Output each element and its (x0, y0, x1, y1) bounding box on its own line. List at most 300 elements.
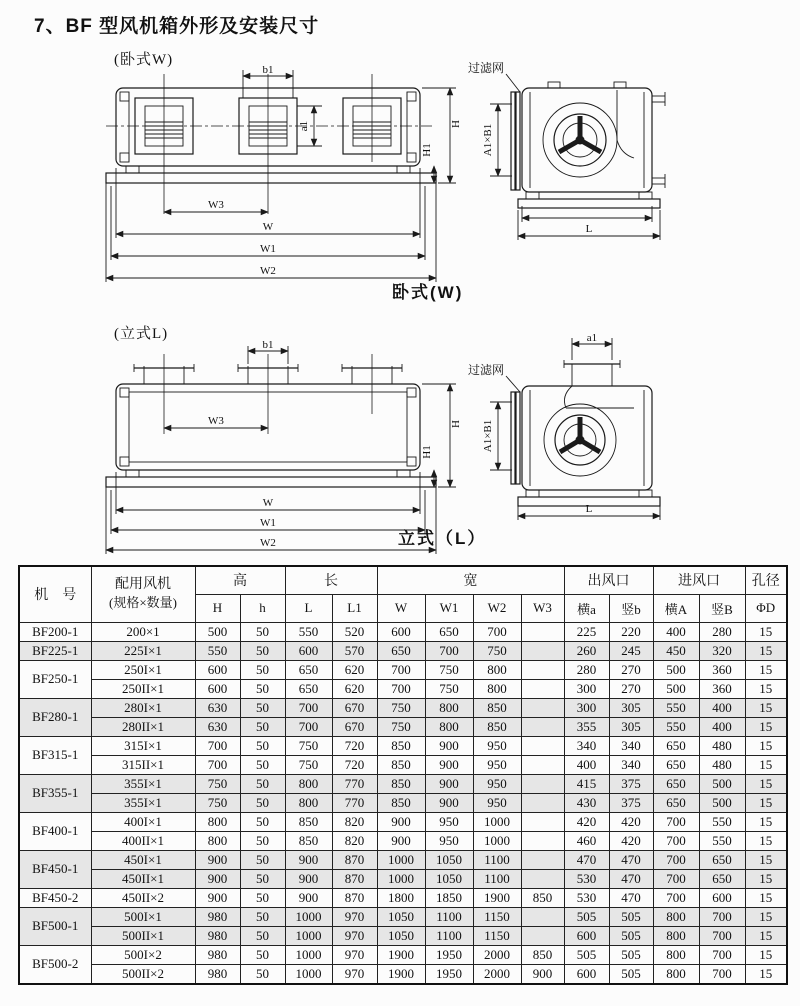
model-cell: BF355-1 (19, 774, 91, 812)
spec-cell: 650 (653, 774, 699, 793)
vertical-front-view-drawing (100, 338, 465, 563)
spec-cell: 950 (473, 793, 521, 812)
spec-table (18, 565, 788, 985)
spec-cell (521, 641, 564, 660)
spec-cell: 750 (285, 736, 332, 755)
spec-cell: 850 (377, 793, 425, 812)
spec-cell: 400 (653, 622, 699, 641)
spec-cell: 700 (699, 907, 745, 926)
spec-cell: 800 (653, 907, 699, 926)
spec-cell (521, 793, 564, 812)
col-header-inlet-A: 横A (653, 594, 699, 622)
spec-cell: 650 (377, 641, 425, 660)
spec-cell: 15 (745, 622, 787, 641)
spec-cell: 700 (653, 850, 699, 869)
center-lines (106, 74, 432, 214)
spec-cell: 480 (699, 755, 745, 774)
spec-cell: 355I×1 (91, 774, 195, 793)
spec-cell: 700 (285, 698, 332, 717)
model-cell: BF250-1 (19, 660, 91, 698)
filter-panel (511, 92, 520, 190)
spec-cell: 600 (377, 622, 425, 641)
spec-cell: 50 (240, 945, 285, 964)
spec-cell: 15 (745, 964, 787, 984)
spec-cell: 50 (240, 717, 285, 736)
dim-W: W (262, 221, 274, 233)
spec-cell: 500II×2 (91, 964, 195, 984)
spec-cell: 750 (285, 755, 332, 774)
table-row (19, 888, 787, 907)
table-row (19, 945, 787, 964)
spec-cell: 400 (699, 698, 745, 717)
spec-cell: 300 (564, 698, 609, 717)
dimension-lines (482, 104, 660, 240)
model-cell: BF315-1 (19, 736, 91, 774)
spec-cell: 850 (377, 736, 425, 755)
spec-cell: 360 (699, 660, 745, 679)
spec-cell: 1000 (285, 907, 332, 926)
spec-cell: 820 (332, 812, 377, 831)
spec-cell: 900 (521, 964, 564, 984)
spec-cell: 50 (240, 831, 285, 850)
spec-cell: 50 (240, 622, 285, 641)
table-row (19, 622, 787, 641)
spec-cell: 1150 (473, 907, 521, 926)
col-header-outlet-a: 横a (564, 594, 609, 622)
dim-L: L (585, 503, 593, 515)
spec-cell: 900 (285, 869, 332, 888)
spec-cell: 650 (699, 869, 745, 888)
page-title: 7、BF 型风机箱外形及安装尺寸 (34, 16, 320, 37)
col-header-inlet: 进风口 (653, 566, 745, 594)
table-row (19, 869, 787, 888)
spec-cell: 480 (699, 736, 745, 755)
col-header-h: h (240, 594, 285, 622)
spec-cell: 970 (332, 907, 377, 926)
spec-cell: 800 (653, 964, 699, 984)
spec-cell: 600 (564, 964, 609, 984)
spec-cell: 550 (195, 641, 240, 660)
spec-cell (521, 850, 564, 869)
spec-cell: 280 (699, 622, 745, 641)
spec-cell: 50 (240, 793, 285, 812)
dim-a1: a1 (298, 120, 310, 132)
spec-cell: 800 (285, 793, 332, 812)
spec-cell: 505 (609, 964, 653, 984)
spec-cell: 470 (609, 888, 653, 907)
spec-cell: 650 (285, 660, 332, 679)
spec-cell: 50 (240, 869, 285, 888)
dim-W1: W1 (260, 517, 276, 529)
spec-cell (521, 831, 564, 850)
spec-cell: 220 (609, 622, 653, 641)
spec-cell: 225I×1 (91, 641, 195, 660)
spec-cell (521, 907, 564, 926)
model-cell: BF225-1 (19, 641, 91, 660)
spec-cell: 1900 (473, 888, 521, 907)
spec-cell: 620 (332, 679, 377, 698)
spec-cell: 700 (377, 679, 425, 698)
spec-cell: 470 (609, 869, 653, 888)
table-row (19, 850, 787, 869)
spec-cell: 15 (745, 888, 787, 907)
col-header-length: 长 (285, 566, 377, 594)
spec-cell: 1000 (285, 945, 332, 964)
spec-cell: 15 (745, 869, 787, 888)
spec-cell: 355 (564, 717, 609, 736)
col-header-outlet: 出风口 (564, 566, 653, 594)
table-row (19, 812, 787, 831)
spec-cell: 1950 (425, 945, 473, 964)
spec-cell: 260 (564, 641, 609, 660)
model-cell: BF450-2 (19, 888, 91, 907)
spec-cell: 950 (425, 831, 473, 850)
spec-cell: 700 (653, 869, 699, 888)
spec-cell: 500 (653, 679, 699, 698)
dimension-a1 (572, 332, 612, 360)
spec-cell: 250I×1 (91, 660, 195, 679)
spec-cell: 270 (609, 679, 653, 698)
dim-a1: a1 (586, 332, 598, 344)
spec-cell: 870 (332, 869, 377, 888)
spec-cell: 770 (332, 793, 377, 812)
spec-cell: 750 (425, 679, 473, 698)
spec-cell: 1100 (425, 926, 473, 945)
spec-cell: 750 (473, 641, 521, 660)
spec-cell: 900 (425, 736, 473, 755)
spec-cell: 505 (609, 907, 653, 926)
dim-W2: W2 (260, 265, 276, 277)
spec-cell: 50 (240, 926, 285, 945)
spec-cell: 700 (699, 964, 745, 984)
spec-cell: 800 (653, 945, 699, 964)
spec-cell: 850 (521, 945, 564, 964)
spec-cell: 800 (425, 698, 473, 717)
spec-cell: 800 (653, 926, 699, 945)
spec-cell: 670 (332, 698, 377, 717)
spec-cell: 550 (699, 831, 745, 850)
spec-cell: 15 (745, 660, 787, 679)
center-lines (164, 354, 372, 434)
spec-cell: 800 (473, 660, 521, 679)
spec-cell: 15 (745, 831, 787, 850)
spec-cell: 700 (425, 641, 473, 660)
spec-cell: 980 (195, 945, 240, 964)
spec-cell: 670 (332, 717, 377, 736)
spec-cell: 500II×1 (91, 926, 195, 945)
table-row (19, 755, 787, 774)
spec-cell: 250II×1 (91, 679, 195, 698)
dimension-lines (106, 339, 462, 554)
filter-label: 过滤网 (468, 363, 505, 377)
spec-cell: 375 (609, 774, 653, 793)
spec-cell: 700 (195, 736, 240, 755)
spec-cell: 900 (285, 888, 332, 907)
spec-cell: 15 (745, 812, 787, 831)
dim-b1: b1 (262, 64, 274, 76)
dim-inlet: A1×B1 (482, 123, 494, 157)
spec-cell: 1100 (425, 907, 473, 926)
col-header-L1: L1 (332, 594, 377, 622)
dim-W3: W3 (208, 415, 224, 427)
spec-cell: 630 (195, 698, 240, 717)
top-port (564, 360, 620, 386)
spec-cell: 400 (564, 755, 609, 774)
spec-cell: 900 (425, 774, 473, 793)
spec-cell: 1050 (377, 907, 425, 926)
spec-cell (521, 755, 564, 774)
spec-cell: 1800 (377, 888, 425, 907)
table-row (19, 793, 787, 812)
model-cell: BF500-2 (19, 945, 91, 984)
spec-cell: 750 (425, 660, 473, 679)
spec-cell: 520 (332, 622, 377, 641)
spec-cell: 850 (521, 888, 564, 907)
spec-cell: 530 (564, 888, 609, 907)
spec-cell: 1000 (473, 812, 521, 831)
spec-cell: 950 (473, 774, 521, 793)
spec-cell: 50 (240, 641, 285, 660)
table-row (19, 698, 787, 717)
spec-cell: 850 (473, 717, 521, 736)
col-header-phiD: ΦD (745, 594, 787, 622)
spec-cell: 15 (745, 755, 787, 774)
spec-cell: 1100 (473, 850, 521, 869)
spec-cell: 270 (609, 660, 653, 679)
spec-cell: 200×1 (91, 622, 195, 641)
spec-cell (521, 622, 564, 641)
spec-cell: 50 (240, 964, 285, 984)
col-header-hole: 孔径 (745, 566, 787, 594)
spec-cell: 420 (564, 812, 609, 831)
spec-cell: 1050 (425, 869, 473, 888)
model-cell: BF200-1 (19, 622, 91, 641)
spec-cell: 850 (473, 698, 521, 717)
spec-cell: 900 (425, 755, 473, 774)
col-header-fan-line2: (规格×数量) (109, 595, 177, 611)
spec-cell: 720 (332, 736, 377, 755)
spec-cell: 970 (332, 945, 377, 964)
spec-cell: 355I×1 (91, 793, 195, 812)
spec-cell: 600 (699, 888, 745, 907)
col-header-W3: W3 (521, 594, 564, 622)
model-cell: BF280-1 (19, 698, 91, 736)
spec-cell: 460 (564, 831, 609, 850)
spec-cell: 570 (332, 641, 377, 660)
spec-cell: 600 (564, 926, 609, 945)
spec-cell: 900 (285, 850, 332, 869)
spec-cell: 1000 (285, 964, 332, 984)
spec-cell: 900 (377, 812, 425, 831)
spec-cell: 305 (609, 698, 653, 717)
spec-cell (521, 926, 564, 945)
spec-cell: 15 (745, 641, 787, 660)
model-cell: BF400-1 (19, 812, 91, 850)
spec-cell: 340 (564, 736, 609, 755)
dim-W: W (262, 497, 274, 509)
spec-cell: 505 (609, 926, 653, 945)
spec-cell: 1150 (473, 926, 521, 945)
spec-cell: 340 (609, 755, 653, 774)
spec-cell: 50 (240, 660, 285, 679)
spec-cell: 50 (240, 679, 285, 698)
spec-cell: 850 (377, 774, 425, 793)
spec-cell: 505 (564, 907, 609, 926)
spec-table-body (19, 622, 787, 984)
spec-cell: 900 (377, 831, 425, 850)
spec-cell: 800 (195, 831, 240, 850)
spec-cell: 1950 (425, 964, 473, 984)
spec-cell: 700 (195, 755, 240, 774)
spec-cell: 505 (564, 945, 609, 964)
dim-H: H (450, 120, 462, 128)
spec-cell: 50 (240, 888, 285, 907)
table-row (19, 736, 787, 755)
spec-cell: 50 (240, 907, 285, 926)
spec-cell: 320 (699, 641, 745, 660)
dim-H1: H1 (421, 445, 433, 459)
spec-cell: 450I×1 (91, 850, 195, 869)
dim-H: H (450, 420, 462, 428)
spec-cell: 750 (377, 717, 425, 736)
spec-cell: 700 (377, 660, 425, 679)
spec-cell: 1000 (377, 869, 425, 888)
spec-cell: 15 (745, 907, 787, 926)
spec-cell: 700 (699, 926, 745, 945)
spec-cell: 50 (240, 755, 285, 774)
fan-impeller (543, 90, 634, 177)
spec-cell: 900 (195, 850, 240, 869)
spec-cell: 980 (195, 964, 240, 984)
dim-W3: W3 (208, 199, 224, 211)
col-header-fan-line1: 配用风机 (115, 577, 171, 593)
spec-cell: 50 (240, 698, 285, 717)
dimension-lines (482, 402, 660, 520)
spec-cell: 450 (653, 641, 699, 660)
cabinet-outline (106, 384, 436, 487)
spec-cell: 800 (195, 812, 240, 831)
dim-W1: W1 (260, 243, 276, 255)
spec-cell: 400I×1 (91, 812, 195, 831)
spec-cell: 870 (332, 850, 377, 869)
spec-cell: 400II×1 (91, 831, 195, 850)
col-header-L: L (285, 594, 332, 622)
spec-cell: 500 (653, 660, 699, 679)
spec-cell: 600 (195, 679, 240, 698)
col-header-width: 宽 (377, 566, 564, 594)
spec-cell: 15 (745, 774, 787, 793)
col-header-W: W (377, 594, 425, 622)
spec-cell: 950 (473, 755, 521, 774)
spec-cell: 2000 (473, 964, 521, 984)
spec-cell: 800 (285, 774, 332, 793)
spec-cell: 650 (653, 736, 699, 755)
spec-cell (521, 774, 564, 793)
filter-panel (511, 392, 520, 484)
table-row (19, 660, 787, 679)
spec-cell: 2000 (473, 945, 521, 964)
spec-cell: 225 (564, 622, 609, 641)
spec-cell: 340 (609, 736, 653, 755)
col-header-W2: W2 (473, 594, 521, 622)
col-header-outlet-b: 竖b (609, 594, 653, 622)
spec-cell: 750 (195, 793, 240, 812)
spec-cell: 15 (745, 736, 787, 755)
spec-cell: 420 (609, 812, 653, 831)
horizontal-side-view-drawing (462, 56, 702, 246)
spec-cell: 950 (473, 736, 521, 755)
spec-cell: 280I×1 (91, 698, 195, 717)
model-cell: BF500-1 (19, 907, 91, 945)
spec-cell: 500 (699, 774, 745, 793)
spec-cell: 550 (699, 812, 745, 831)
spec-cell (521, 736, 564, 755)
spec-cell: 980 (195, 907, 240, 926)
spec-cell: 15 (745, 698, 787, 717)
table-row (19, 679, 787, 698)
spec-cell: 550 (653, 717, 699, 736)
spec-cell: 450II×1 (91, 869, 195, 888)
spec-cell: 400 (699, 717, 745, 736)
spec-cell (521, 660, 564, 679)
col-header-H: H (195, 594, 240, 622)
table-row (19, 964, 787, 984)
spec-cell: 50 (240, 812, 285, 831)
spec-cell: 650 (285, 679, 332, 698)
spec-cell: 630 (195, 717, 240, 736)
spec-cell: 1000 (377, 850, 425, 869)
spec-cell: 750 (195, 774, 240, 793)
spec-cell: 650 (699, 850, 745, 869)
spec-cell: 700 (653, 831, 699, 850)
spec-cell (521, 869, 564, 888)
spec-cell: 600 (285, 641, 332, 660)
table-row (19, 774, 787, 793)
dim-W2: W2 (260, 537, 276, 549)
spec-cell: 15 (745, 679, 787, 698)
spec-cell: 450II×2 (91, 888, 195, 907)
spec-cell: 850 (285, 831, 332, 850)
horizontal-caption: 卧式(W) (392, 283, 464, 302)
spec-cell: 280II×1 (91, 717, 195, 736)
spec-cell: 870 (332, 888, 377, 907)
spec-cell: 1050 (377, 926, 425, 945)
spec-cell: 15 (745, 850, 787, 869)
spec-cell: 1900 (377, 964, 425, 984)
spec-cell: 430 (564, 793, 609, 812)
spec-cell: 720 (332, 755, 377, 774)
horizontal-type-label: (卧式W) (114, 52, 174, 68)
spec-cell: 950 (425, 812, 473, 831)
spec-cell: 500I×1 (91, 907, 195, 926)
spec-cell: 700 (699, 945, 745, 964)
spec-cell: 650 (653, 755, 699, 774)
spec-cell: 500I×2 (91, 945, 195, 964)
vertical-type-label: (立式L) (114, 326, 169, 342)
spec-cell: 505 (609, 945, 653, 964)
spec-cell: 1900 (377, 945, 425, 964)
cabinet-outline (106, 88, 436, 183)
spec-cell: 620 (332, 660, 377, 679)
spec-cell: 415 (564, 774, 609, 793)
spec-cell (521, 812, 564, 831)
spec-cell: 1850 (425, 888, 473, 907)
spec-cell: 375 (609, 793, 653, 812)
spec-cell: 245 (609, 641, 653, 660)
spec-cell: 770 (332, 774, 377, 793)
spec-cell: 550 (285, 622, 332, 641)
spec-cell: 315II×1 (91, 755, 195, 774)
